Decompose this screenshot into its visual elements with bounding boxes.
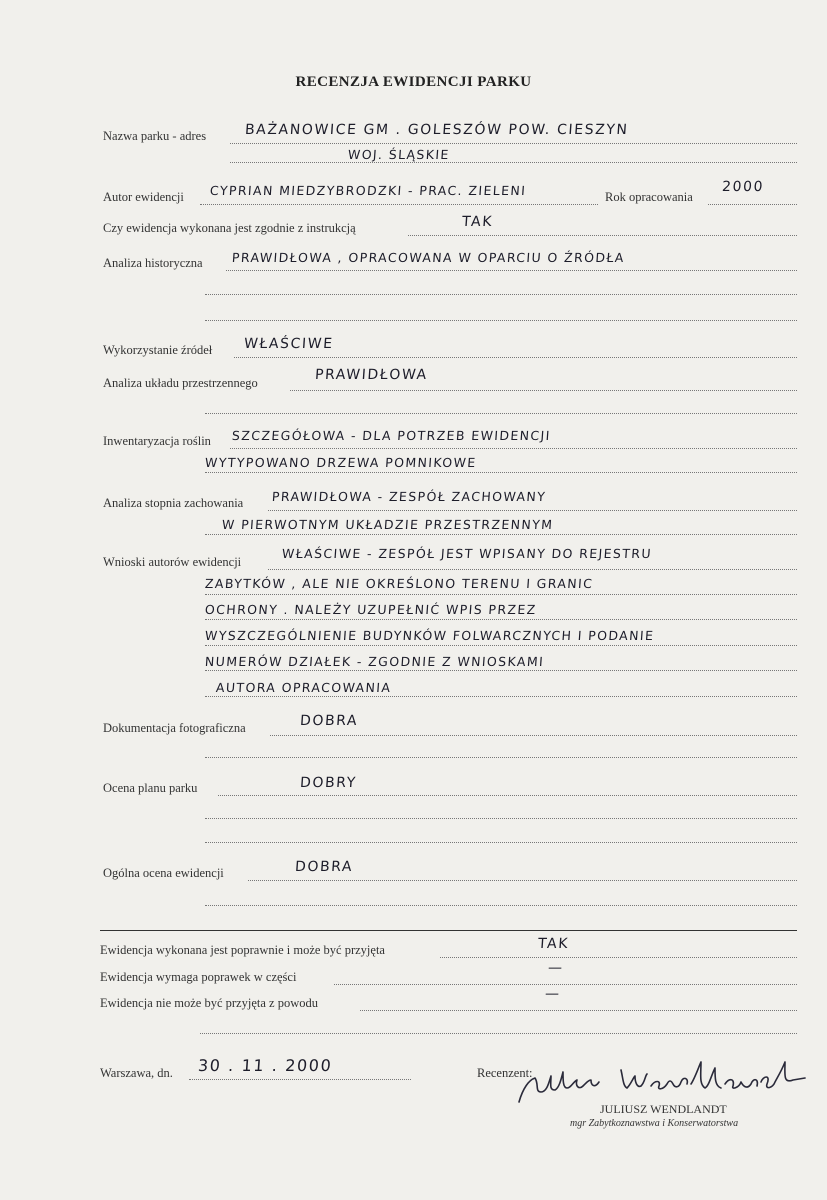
value-conclusions-2: ZABYTKÓW , ALE NIE OKREŚLONO TERENU I GRANIC: [204, 576, 594, 591]
dotted-line: [205, 294, 797, 295]
document-title: RECENZJA EWIDENCJI PARKU: [295, 74, 532, 90]
dotted-line: [440, 957, 797, 958]
label-park-plan-rating: Ocena planu parku: [103, 781, 198, 795]
value-overall-rating: DOBRA: [294, 859, 354, 875]
value-instruction-compliance: TAK: [461, 214, 494, 230]
value-conclusions-6: AUTORA OPRACOWANIA: [215, 680, 392, 695]
dotted-line: [205, 413, 797, 414]
dotted-line: [226, 270, 797, 271]
label-overall-rating: Ogólna ocena ewidencji: [103, 866, 224, 880]
dotted-line: [189, 1079, 411, 1080]
value-date: 30 . 11 . 2000: [197, 1056, 334, 1075]
value-year: 2000: [721, 179, 765, 195]
dotted-line: [205, 472, 797, 473]
dotted-line: [205, 905, 797, 906]
value-spatial-analysis: PRAWIDŁOWA: [314, 367, 429, 383]
dotted-line: [334, 984, 797, 985]
value-plant-inventory-1: SZCZEGÓŁOWA - DLA POTRZEB EWIDENCJI: [231, 428, 552, 443]
reviewer-name: JULIUSZ WENDLANDT: [600, 1102, 727, 1116]
value-park-name-1: BAŻANOWICE GM . GOLESZÓW POW. CIESZYN: [244, 122, 630, 138]
value-preservation-analysis-2: W PIERWOTNYM UKŁADZIE PRZESTRZENNYM: [221, 517, 554, 532]
dotted-line: [205, 696, 797, 697]
value-sources-usage: WŁAŚCIWE: [243, 336, 335, 352]
label-author: Autor ewidencji: [103, 190, 184, 204]
value-conclusions-5: NUMERÓW DZIAŁEK - ZGODNIE Z WNIOSKAMI: [204, 654, 545, 669]
dotted-line: [205, 818, 797, 819]
dotted-line: [205, 534, 797, 535]
label-reviewer: Recenzent:: [477, 1066, 533, 1080]
label-decision-corrections: Ewidencja wymaga poprawek w części: [100, 970, 297, 984]
value-photo-documentation: DOBRA: [299, 713, 359, 729]
label-authors-conclusions: Wnioski autorów ewidencji: [103, 555, 242, 569]
value-park-name-2: WOJ. ŚLĄSKIE: [347, 147, 451, 162]
label-spatial-analysis: Analiza układu przestrzennego: [103, 376, 258, 390]
label-place-date: Warszawa, dn.: [100, 1066, 173, 1080]
value-preservation-analysis-1: PRAWIDŁOWA - ZESPÓŁ ZACHOWANY: [271, 489, 547, 504]
separator-rule: [100, 930, 797, 931]
value-conclusions-3: OCHRONY . NALEŻY UZUPEŁNIĆ WPIS PRZEZ: [204, 602, 538, 617]
dotted-line: [248, 880, 797, 881]
dotted-line: [205, 842, 797, 843]
label-photo-documentation: Dokumentacja fotograficzna: [103, 721, 246, 735]
dotted-line: [290, 390, 797, 391]
value-conclusions-4: WYSZCZEGÓLNIENIE BUDYNKÓW FOLWARCZNYCH I PODANIE: [204, 628, 655, 643]
label-year: Rok opracowania: [605, 190, 693, 204]
value-author: CYPRIAN MIEDZYBRODZKI - PRAC. ZIELENI: [209, 183, 527, 198]
value-decision-rejected: —: [544, 986, 562, 1002]
label-decision-accepted: Ewidencja wykonana jest poprawnie i może być przyjęta: [100, 943, 385, 957]
dotted-line: [270, 735, 797, 736]
dotted-line: [218, 795, 797, 796]
dotted-line: [234, 357, 797, 358]
dotted-line: [230, 162, 797, 163]
dotted-line: [408, 235, 797, 236]
value-decision-corrections: —: [547, 960, 565, 976]
dotted-line: [200, 1033, 797, 1034]
dotted-line: [230, 448, 797, 449]
value-plant-inventory-2: WYTYPOWANO DRZEWA POMNIKOWE: [204, 455, 478, 470]
dotted-line: [268, 510, 797, 511]
dotted-line: [205, 757, 797, 758]
label-park-name: Nazwa parku - adres: [103, 129, 207, 143]
dotted-line: [205, 594, 797, 595]
value-decision-accepted: TAK: [537, 936, 570, 952]
dotted-line: [205, 619, 797, 620]
dotted-line: [205, 670, 797, 671]
dotted-line: [205, 320, 797, 321]
label-historical-analysis: Analiza historyczna: [103, 256, 203, 270]
value-historical-analysis: PRAWIDŁOWA , OPRACOWANA W OPARCIU O ŹRÓDŁA: [231, 250, 626, 265]
label-preservation-analysis: Analiza stopnia zachowania: [103, 496, 244, 510]
dotted-line: [360, 1010, 797, 1011]
label-decision-rejected: Ewidencja nie może być przyjęta z powodu: [100, 996, 318, 1010]
dotted-line: [200, 204, 598, 205]
label-plant-inventory: Inwentaryzacja roślin: [103, 434, 211, 448]
label-instruction-compliance: Czy ewidencja wykonana jest zgodnie z instrukcją: [103, 221, 356, 235]
reviewer-title: mgr Zabytkoznawstwa i Konserwatorstwa: [570, 1118, 739, 1129]
dotted-line: [230, 143, 797, 144]
label-sources-usage: Wykorzystanie źródeł: [103, 343, 213, 357]
dotted-line: [708, 204, 797, 205]
dotted-line: [268, 569, 797, 570]
value-conclusions-1: WŁAŚCIWE - ZESPÓŁ JEST WPISANY DO REJESTRU: [281, 546, 653, 561]
dotted-line: [205, 645, 797, 646]
value-park-plan-rating: DOBRY: [299, 775, 358, 791]
